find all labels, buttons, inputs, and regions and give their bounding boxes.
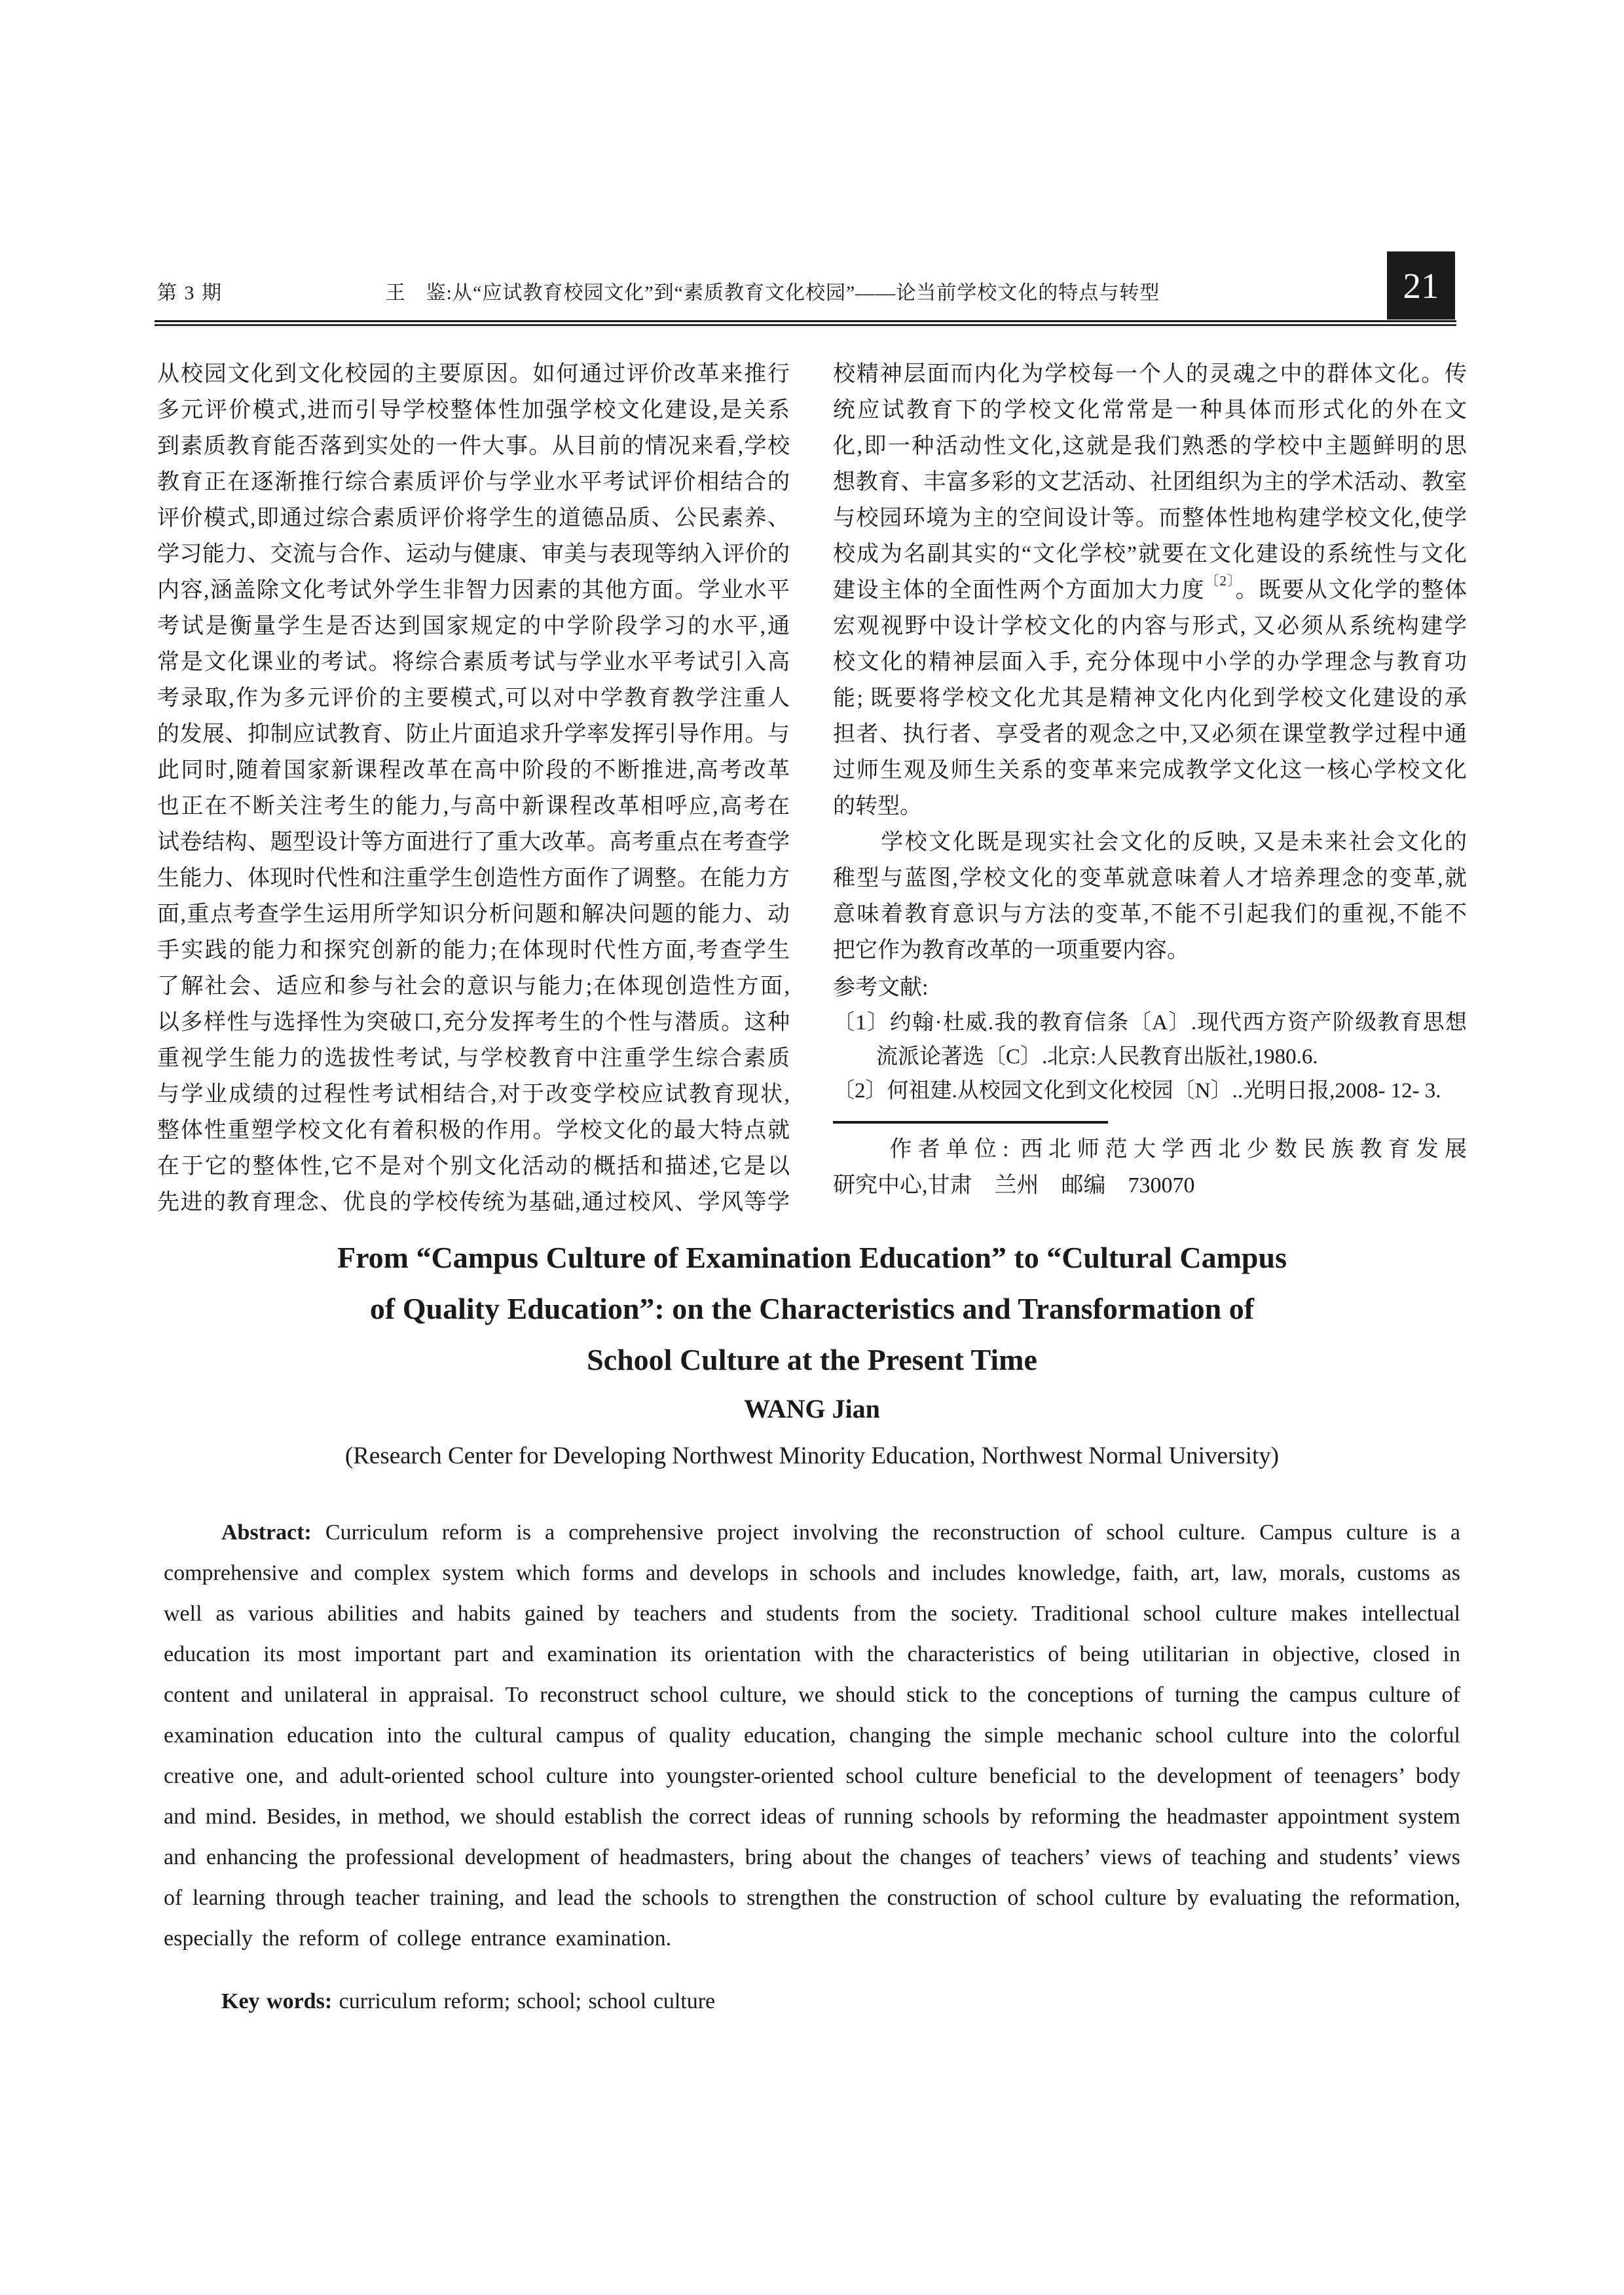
text-line: 研究中心,甘肃 兰州 邮编 730070: [833, 1173, 1195, 1198]
citation-superscript: 〔2〕: [1205, 573, 1236, 589]
text-line: 的发展、抑制应试教育、防止片面追求升学率发挥引导作用。与: [157, 722, 790, 746]
text-line: 生能力、体现时代性和注重学生创造性方面作了调整。在能力方: [157, 866, 790, 890]
references-list: [833, 1006, 1467, 1108]
text-segment: 建设主体的全面性两个方面加大力度: [833, 578, 1205, 602]
abstract-text: Curriculum reform is a comprehensive project involving the reconstruction of school culture. Campus culture is a comprehensive and complex system which forms and develops in schools and includes knowledge, faith, art, law, morals, customs as well as various abilities and habits gained by teachers and students from the society. Traditional school culture makes intellectual education its most important part and examination its orientation with the characteristics of being utilitarian in objective, closed in content and unilateral in appraisal. To reconstruct school culture, we should stick to the conceptions of turning the campus culture of examination education into the cultural campus of quality education, changing the simple mechanic school culture into the colorful creative one, and adult-oriented school culture into youngster-oriented school culture beneficial to the development of teenagers’ body and mind. Besides, in method, we should establish the correct ideas of running schools by reforming the headmaster appointment system and enhancing the professional development of headmasters, bring about the changes of teachers’ views of teaching and students’ views of learning through teacher training, and lead the schools to strengthen the construction of school culture by evaluating the reformation, especially the reform of college entrance examination.: [164, 1520, 1460, 1951]
text-line: 〔1〕约翰·杜威.我的教育信条〔A〕.现代西方资产阶级教育思想: [833, 1011, 1467, 1035]
text-line: 了解社会、适应和参与社会的意识与能力;在体现创造性方面,: [157, 974, 790, 999]
text-line: 也正在不断关注考生的能力,与高中新课程改革相呼应,高考在: [157, 794, 790, 818]
text-segment: 。既要从文化学的整体: [1235, 578, 1467, 602]
text-line: 把它作为教育改革的一项重要内容。: [833, 938, 1189, 963]
text-line: 流派论著选〔C〕.北京:人民教育出版社,1980.6.: [833, 1045, 1318, 1069]
text-line: 考录取,作为多元评价的主要模式,可以对中学教育教学注重人: [157, 686, 790, 710]
author-affiliation: [833, 1131, 1467, 1203]
text-line: 从校园文化到文化校园的主要原因。如何通过评价改革来推行: [157, 362, 790, 386]
text-line: 意味着教育意识与方法的变革,不能不引起我们的重视,不能不: [833, 902, 1467, 927]
keywords-line: [164, 1981, 1460, 2022]
text-line: 教育正在逐渐推行综合素质评价与学业水平考试评价相结合的: [157, 470, 790, 494]
text-line: 校文化的精神层面入手, 充分体现中小学的办学理念与教育功: [833, 650, 1467, 674]
text-line: 先进的教育理念、优良的学校传统为基础,通过校风、学风等学: [157, 1190, 790, 1215]
text-line: 的转型。: [833, 794, 922, 818]
text-line: 担者、执行者、享受者的观念之中,又必须在课堂教学过程中通: [833, 722, 1467, 746]
abstract-label: Abstract:: [221, 1520, 312, 1545]
text-line: 化,即一种活动性文化,这就是我们熟悉的学校中主题鲜明的思: [833, 434, 1467, 458]
text-line: 与学业成绩的过程性考试相结合,对于改变学校应试教育现状,: [157, 1082, 790, 1107]
text-line: 常是文化课业的考试。将综合素质考试与学业水平考试引入高: [157, 650, 790, 674]
abstract-paragraph: [164, 1513, 1460, 1959]
text-line: 〔2〕何祖建.从校园文化到文化校园〔N〕..光明日报,2008- 12- 3.: [833, 1079, 1441, 1103]
text-line: 面,重点考查学生运用所学知识分析问题和解决问题的能力、动: [157, 902, 790, 927]
keywords-label: Key words:: [221, 1989, 333, 2013]
text-line: 试卷结构、题型设计等方面进行了重大改革。高考重点在考查学: [157, 830, 790, 854]
text-line: 统应试教育下的学校文化常常是一种具体而形式化的外在文: [833, 398, 1467, 422]
text-line: 校成为名副其实的“文化学校”就要在文化建设的系统性与文化: [833, 542, 1467, 566]
text-line: [833, 572, 1467, 608]
running-title: 王 鉴:从“应试教育校园文化”到“素质教育文化校园”——论当前学校文化的特点与转型: [385, 282, 1160, 304]
text-line: 能; 既要将学校文化尤其是精神文化内化到学校文化建设的承: [833, 686, 1467, 710]
page-number-box: [1387, 251, 1455, 320]
text-line: 以多样性与选择性为突破口,充分发挥考生的个性与潜质。这种: [157, 1010, 790, 1035]
text-line: 稚型与蓝图,学校文化的变革就意味着人才培养理念的变革,就: [833, 866, 1467, 890]
text-line: 作者单位: 西北师范大学西北少数民族教育发展: [833, 1137, 1467, 1162]
text-line: 此同时,随着国家新课程改革在高中阶段的不断推进,高考改革: [157, 758, 790, 782]
english-section: [164, 1232, 1460, 2044]
text-line: 整体性重塑学校文化有着积极的作用。学校文化的最大特点就: [157, 1118, 790, 1143]
text-line: 多元评价模式,进而引导学校整体性加强学校文化建设,是关系: [157, 398, 790, 422]
text-line: 学习能力、交流与合作、运动与健康、审美与表现等纳入评价的: [157, 542, 790, 566]
text-line: 考试是衡量学生是否达到国家规定的中学阶段学习的水平,通: [157, 614, 790, 638]
text-line: 校精神层面而内化为学校每一个人的灵魂之中的群体文化。传: [833, 362, 1467, 386]
references-heading: 参考文献:: [833, 976, 929, 1000]
text-line: 过师生观及师生关系的变革来完成教学文化这一核心学校文化: [833, 758, 1467, 782]
text-line: 想教育、丰富多彩的文艺活动、社团组织为主的学术活动、教室: [833, 470, 1467, 494]
text-line: 内容,涵盖除文化考试外学生非智力因素的其他方面。学业水平: [157, 578, 790, 602]
text-line: 在于它的整体性,它不是对个别文化活动的概括和描述,它是以: [157, 1154, 790, 1179]
english-title-line: School Culture at the Present Time: [587, 1343, 1037, 1376]
text-line: 手实践的能力和探究创新的能力;在体现时代性方面,考查学生: [157, 938, 790, 963]
author-separator-rule: [833, 1121, 1108, 1124]
english-title-line: From “Campus Culture of Examination Education” to “Cultural Campus: [337, 1241, 1287, 1274]
keywords-text: curriculum reform; school; school culture: [339, 1989, 716, 2013]
text-line: 与校园环境为主的空间设计等。而整体性地构建学校文化,使学: [833, 506, 1467, 530]
english-affiliation: (Research Center for Developing Northwest Minority Education, Northwest Normal University): [344, 1442, 1280, 1469]
english-author: WANG Jian: [744, 1394, 880, 1423]
header-rule: [155, 320, 1456, 326]
left-column: [157, 356, 790, 1221]
text-line: 评价模式,即通过综合素质评价将学生的道德品质、公民素养、: [157, 506, 790, 530]
text-line: 宏观视野中设计学校文化的内容与形式, 又必须从系统构建学: [833, 614, 1467, 638]
text-line: 到素质教育能否落到实处的一件大事。从目前的情况来看,学校: [157, 434, 790, 458]
text-line: 重视学生能力的选拔性考试, 与学校教育中注重学生综合素质: [157, 1046, 790, 1071]
text-line: 学校文化既是现实社会文化的反映, 又是未来社会文化的: [833, 830, 1467, 854]
english-title-line: of Quality Education”: on the Characteristics and Transformation of: [369, 1292, 1255, 1325]
issue-label: 第 3 期: [157, 282, 223, 304]
right-column-body: [833, 356, 1467, 968]
page-number: 21: [1403, 265, 1439, 306]
right-column: [833, 356, 1467, 1203]
